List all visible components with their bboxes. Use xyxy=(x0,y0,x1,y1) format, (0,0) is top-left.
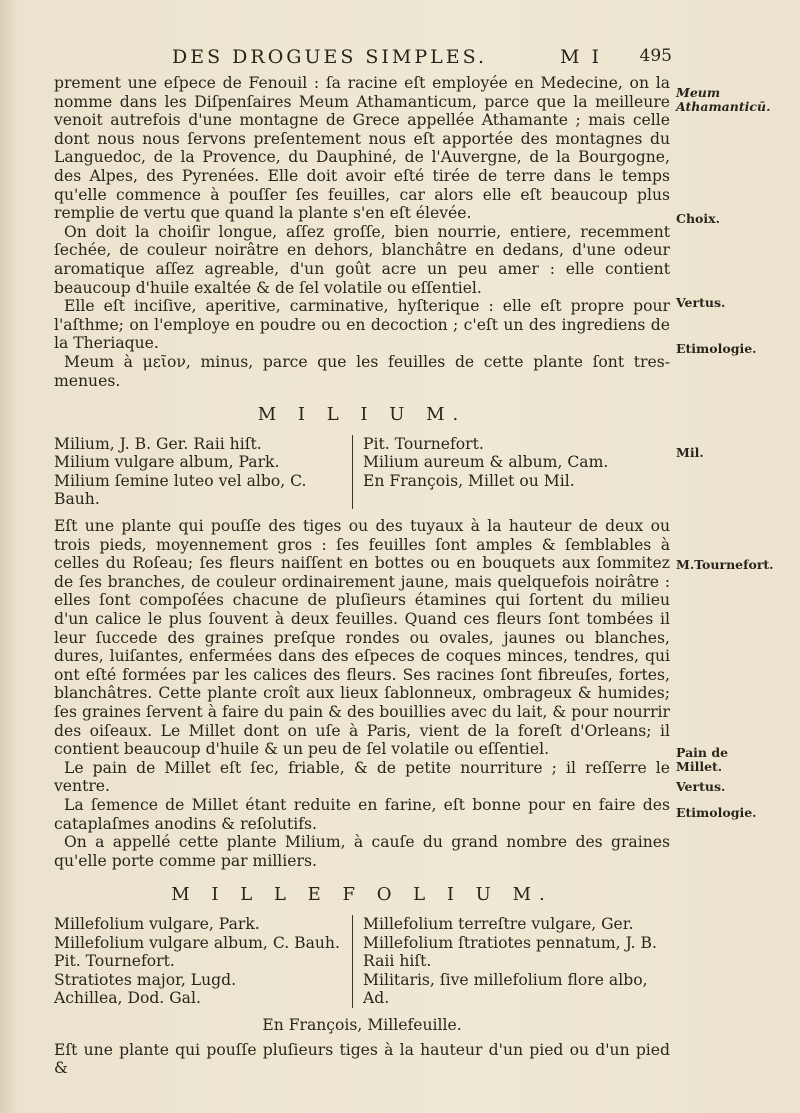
margin-note-vertus: Vertus. xyxy=(676,295,726,310)
synonym-entry: Millefolium vulgare, Park. xyxy=(54,914,260,933)
paragraph-meum-origin: prement une eſpece de Fenouil : ſa racine eſt employée en Medecine, on la nomme dans les Diſpenſaires Meum Athamanticum, parce que la meilleure venoit autrefois d'une montagne de Grece appellée Athamante ; mais celle dont nous nous ſervons preſentement nous eſt apportée des montagnes du Languedoc, de la Provence, du Dauphiné, de l'Auvergne, de la Bourgogne, des Alpes, des Pyrenées. Elle doit avoir eſté tirée de terre dans le temps qu'elle commence à pouſſer ſes feuilles, car alors elle eſt beaucoup plus remplie de vertu que quand la plante s'en eſt élevée. xyxy=(54,74,670,223)
synonyms-left-column xyxy=(54,435,353,509)
synonym-entry: Pit. Tournefort. xyxy=(54,952,175,971)
synonym-entry: Millefolium terreſtre vulgare, Ger. xyxy=(363,914,634,933)
synonym-entry: Milium vulgare album, Park. xyxy=(54,453,280,472)
margin-note-etimologie-milium: Etimologie. xyxy=(676,805,757,820)
synonyms-right-column xyxy=(353,435,608,509)
synonyms-left-column xyxy=(54,915,353,1008)
margin-note-mil: Mil. xyxy=(676,445,704,460)
paragraph-milium-description: Eſt une plante qui pouſſe des tiges ou des tuyaux à la hauteur de deux ou trois pieds, moyennement gros : ſes feuilles ſont amples & ſemblables à celles du Roſeau; ſes fleurs naiſſent en bottes ou en bouquets aux ſommitez de ſes branches, de couleur ordinairement jaune, mais quelquefois noirâtre : elles ſont compoſées chacune de pluſieurs étamines qui ſortent du milieu d'un calice le plus ſouvent à deux feuilles. Quand ces fleurs ſont tombées il leur ſuccede des graines preſque rondes ou ovales, jaunes ou blanches, dures, luiſantes, enfermées dans des eſpeces de coques minces, tendres, qui ont eſté formées par les calices des fleurs. Ses racines ſont fibreuſes, fortes, blanchâtres. Cette plante croît aux lieux ſablonneux, ombrageux & humides; ſes graines ſervent à faire du pain & des bouillies avec du lait, & pour nourrir des oiſeaux. Le Millet dont on uſe à Paris, vient de la foreſt d'Orleans; il contient beaucoup d'huile & un peu de ſel volatile ou eſſentiel. xyxy=(54,517,670,759)
synonym-entry: En François, Millet ou Mil. xyxy=(363,471,575,490)
section-title-milium: M I L I U M. xyxy=(257,404,467,426)
margin-note-choix: Choix. xyxy=(676,211,720,226)
synonyms-right-column xyxy=(353,915,657,1008)
synonym-entry: Millefolium vulgare album, C. Bauh. xyxy=(54,933,340,952)
paragraph-millefolium-opening: Eſt une plante qui pouſſe pluſieurs tiges à la hauteur d'un pied ou d'un pied & xyxy=(54,1040,670,1078)
synonym-entry: Millefolium ſtratiotes pennatum, J. B. xyxy=(363,933,657,952)
synonym-entry: Militaris, ſive millefolium flore albo, xyxy=(363,970,648,989)
paragraph-meum-etymology: Meum à μεῖον, minus, parce que les feuilles de cette plante ſont tres-menues. xyxy=(54,352,670,390)
paragraph-meum-choice: On doit la choiſir longue, aſſez groſſe, bien nourrie, entiere, recemment ſechée, de couleur noirâtre en dehors, blanchâtre en dedans, d'une odeur aromatique aſſez agreable, d'un goût acre un peu amer : elle contient beaucoup d'huile exaltée & de ſel volatile ou eſſentiel. xyxy=(54,222,670,297)
margin-note-vertus-millet: Vertus. xyxy=(676,779,726,794)
header-title: DES DROGUES SIMPLES. xyxy=(172,46,488,68)
synonym-entry: Milium, J. B. Ger. Raii hiſt. xyxy=(54,434,262,453)
synonym-entry: Raii hiſt. xyxy=(363,952,432,971)
running-header xyxy=(172,46,672,68)
synonym-entry: Achillea, Dod. Gal. xyxy=(54,989,201,1008)
margin-note-pain: Pain de Millet. xyxy=(676,745,729,774)
paragraph-milium-etymology: On a appellé cette plante Milium, à cauſe du grand nombre des graines qu'elle porte comme par milliers. xyxy=(54,833,670,870)
french-name-millefolium: En François, Millefeuille. xyxy=(262,1015,462,1034)
synonym-entry: Stratiotes major, Lugd. xyxy=(54,970,237,989)
header-letters: M I xyxy=(560,46,602,68)
synonyms-milium xyxy=(54,435,670,509)
synonym-entry: Ad. xyxy=(363,989,390,1008)
synonym-entry: Milium aureum & album, Cam. xyxy=(363,453,609,472)
synonym-entry: Milium ſemine luteo vel albo, C. Bauh. xyxy=(54,471,307,509)
margin-note-etimologie: Etimologie. xyxy=(676,341,757,356)
paragraph-milium-bread: Le pain de Millet eſt ſec, friable, & de petite nourriture ; il reſſerre le ventre. xyxy=(54,758,670,796)
synonym-entry: Pit. Tournefort. xyxy=(363,434,484,453)
paragraph-meum-virtues: Elle eſt inciſive, aperitive, carminative, hyſterique : elle eſt propre pour l'aſthme; on l'employe en poudre ou en decoction ; c'eſt un des ingrediens de la Theriaque. xyxy=(54,297,670,353)
page-body xyxy=(54,74,670,1078)
margin-note-meum: Meum Athamanticū. xyxy=(676,85,771,114)
page-number: 495 xyxy=(639,46,672,66)
margin-note-tournefort: M.Tournefort. xyxy=(676,557,774,572)
section-title-millefolium: M I L L E F O L I U M. xyxy=(171,884,553,906)
synonyms-millefolium xyxy=(54,915,670,1008)
paragraph-milium-virtues: La ſemence de Millet étant reduite en farine, eſt bonne pour en faire des cataplaſmes anodins & reſolutifs. xyxy=(54,795,670,833)
